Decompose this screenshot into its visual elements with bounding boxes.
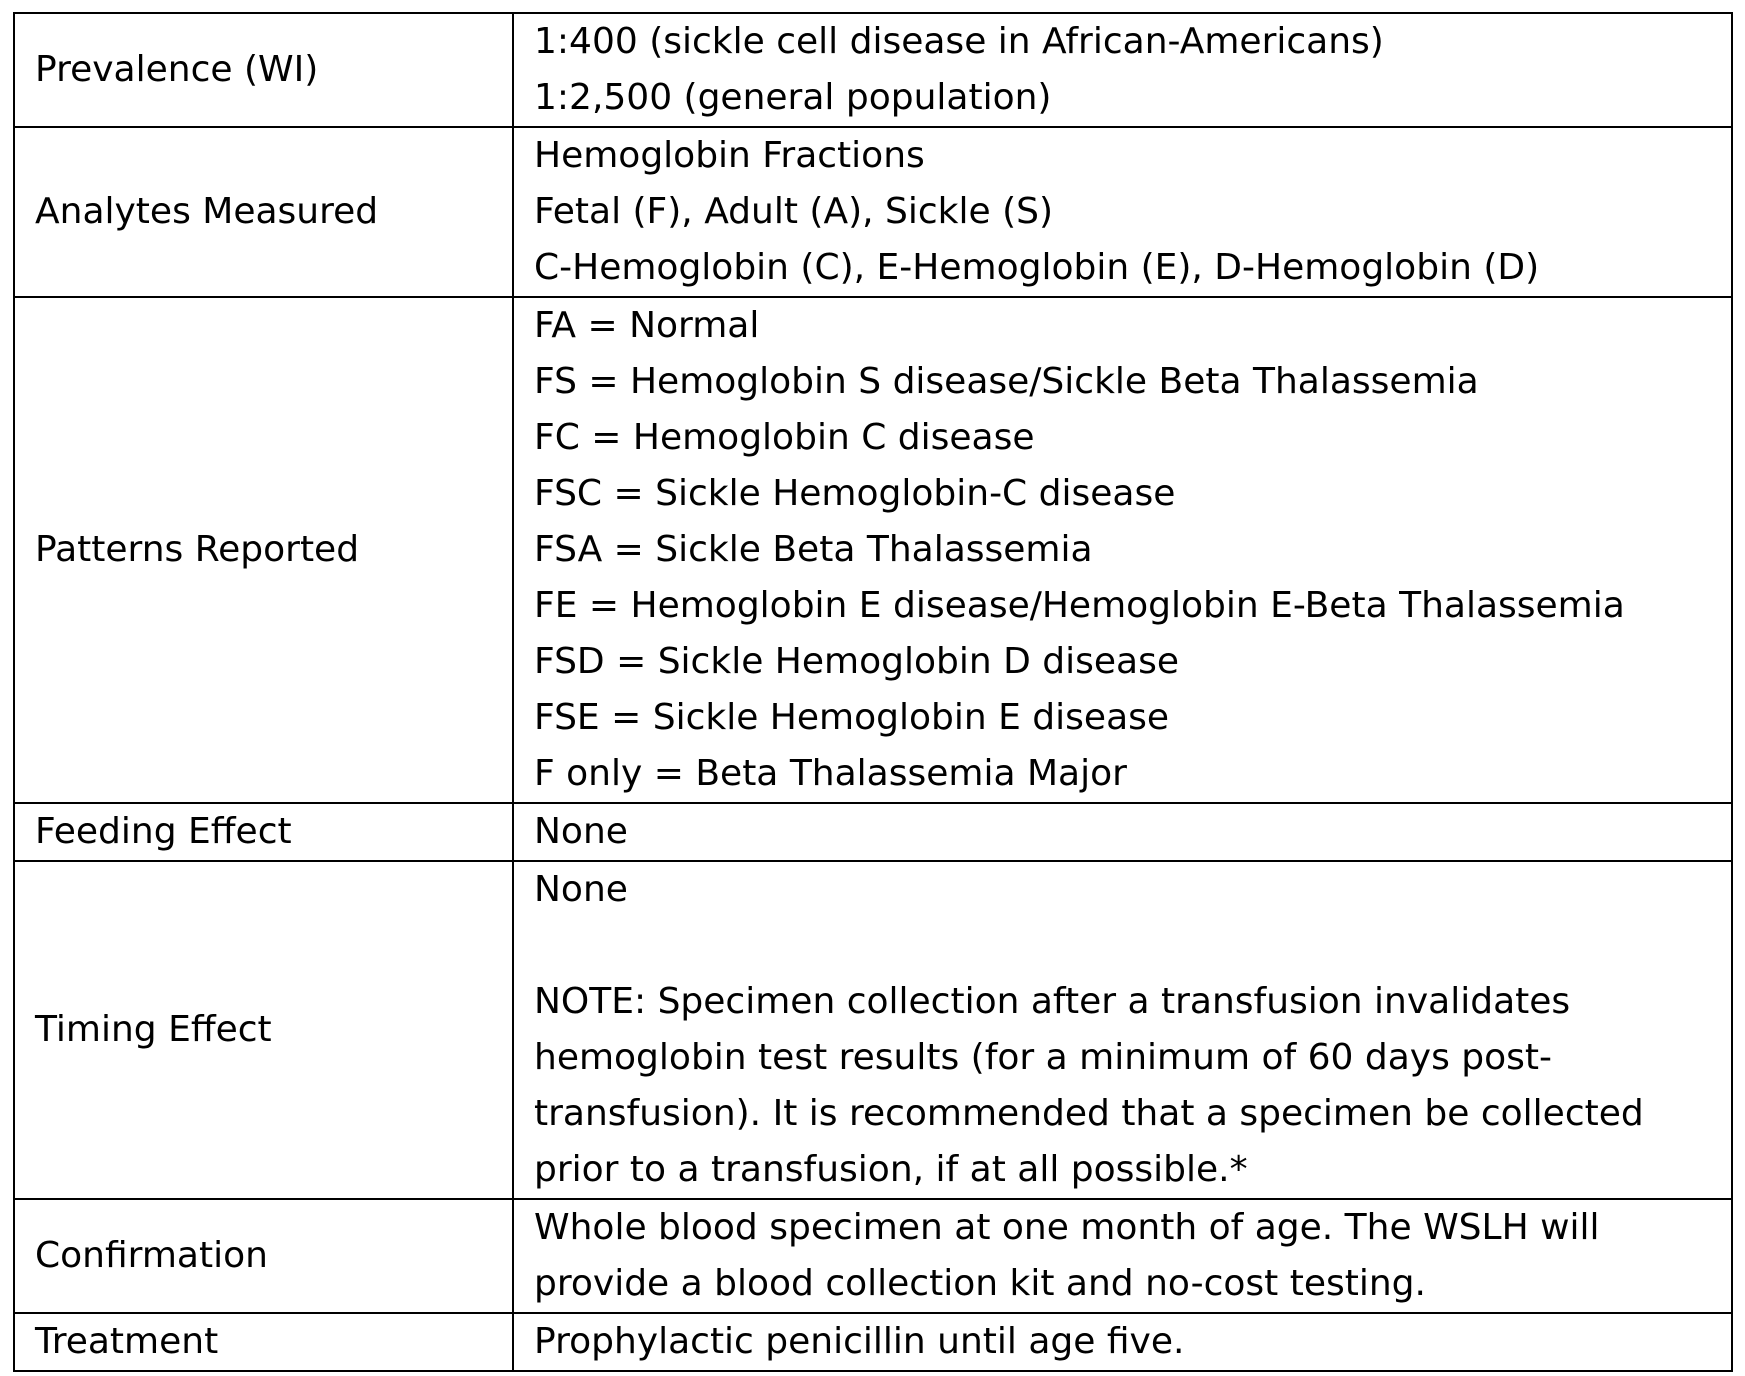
row-value: [513, 297, 1732, 803]
row-value: [513, 1313, 1732, 1371]
table-row-treatment: [14, 1313, 1732, 1371]
table-row-feeding-effect: [14, 803, 1732, 861]
confirmation-text: Whole blood specimen at one month of age. The WSLH will provide a blood collection kit and no-cost testing.: [534, 1207, 1600, 1304]
value-line: 1:400 (sickle cell disease in African-Americans): [534, 21, 1384, 62]
value-line: FSE = Sickle Hemoglobin E disease: [534, 697, 1170, 738]
table-row-confirmation: [14, 1199, 1732, 1313]
blank-line: [534, 918, 1711, 974]
value-line: Prophylactic penicillin until age five.: [534, 1321, 1185, 1362]
row-label: Treatment: [14, 1313, 513, 1371]
row-label: Confirmation: [14, 1199, 513, 1313]
value-line: FSD = Sickle Hemoglobin D disease: [534, 641, 1179, 682]
row-label: Timing Effect: [14, 861, 513, 1199]
value-line: None: [534, 811, 628, 852]
row-label: Patterns Reported: [14, 297, 513, 803]
table-row-prevalence: [14, 13, 1732, 127]
value-line: F only = Beta Thalassemia Major: [534, 753, 1127, 794]
value-line: Hemoglobin Fractions: [534, 135, 925, 176]
table-row-patterns: [14, 297, 1732, 803]
value-line: 1:2,500 (general population): [534, 77, 1052, 118]
row-value: [513, 861, 1732, 1199]
row-label: Analytes Measured: [14, 127, 513, 297]
row-value: [513, 1199, 1732, 1313]
value-line: FSC = Sickle Hemoglobin-C disease: [534, 473, 1176, 514]
value-line: FS = Hemoglobin S disease/Sickle Beta Thalassemia: [534, 361, 1479, 402]
newborn-screening-info-table: [13, 12, 1733, 1372]
value-line: FSA = Sickle Beta Thalassemia: [534, 529, 1093, 570]
row-value: [513, 127, 1732, 297]
transfusion-note: NOTE: Specimen collection after a transfusion invalidates hemoglobin test results (for a minimum of 60 days post-transfusion). It is recommended that a specimen be collected prior to a transfusion, if at all possible.*: [534, 981, 1644, 1190]
row-value: [513, 13, 1732, 127]
value-line: FC = Hemoglobin C disease: [534, 417, 1035, 458]
value-line: FA = Normal: [534, 305, 760, 346]
value-line: FE = Hemoglobin E disease/Hemoglobin E-Beta Thalassemia: [534, 585, 1625, 626]
row-label: Prevalence (WI): [14, 13, 513, 127]
row-label: Feeding Effect: [14, 803, 513, 861]
row-value: [513, 803, 1732, 861]
value-line: C-Hemoglobin (C), E-Hemoglobin (E), D-Hemoglobin (D): [534, 247, 1540, 288]
table-row-timing-effect: [14, 861, 1732, 1199]
table-row-analytes: [14, 127, 1732, 297]
value-line: Fetal (F), Adult (A), Sickle (S): [534, 191, 1054, 232]
value-line: None: [534, 869, 628, 910]
